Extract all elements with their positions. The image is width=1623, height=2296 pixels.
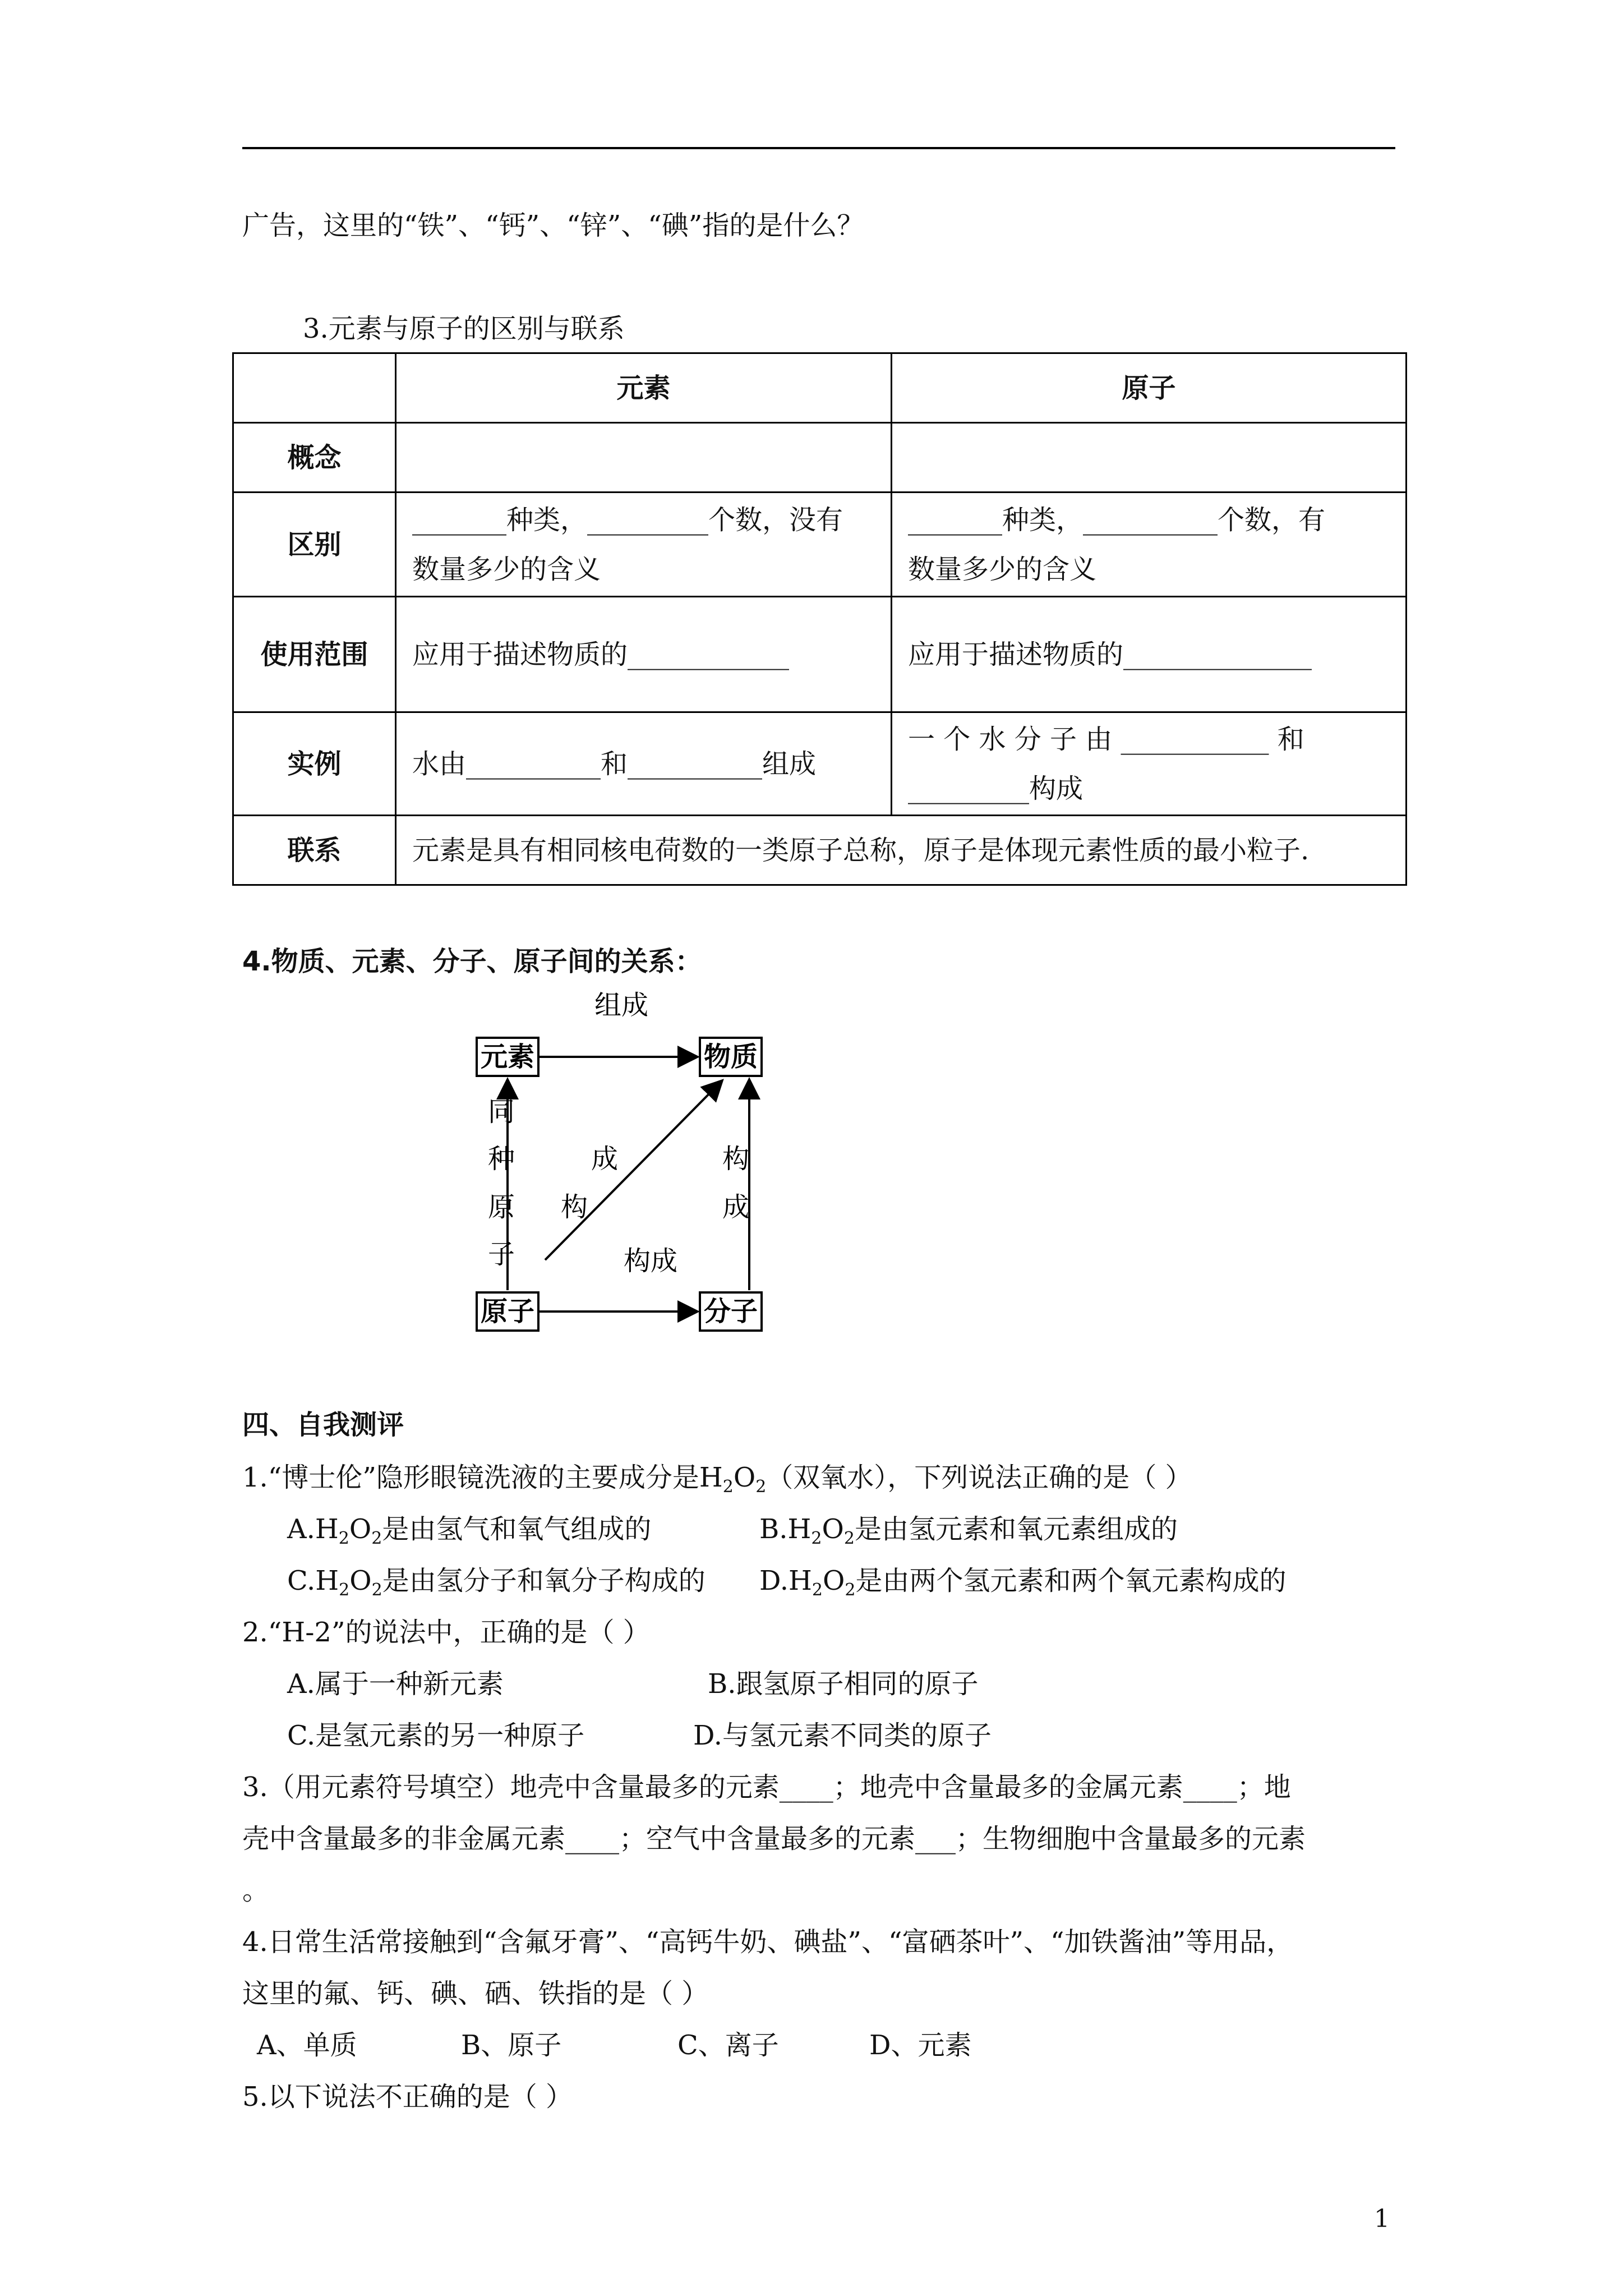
- box-element-label: 元素: [480, 1041, 535, 1073]
- box-element: [477, 1038, 538, 1076]
- box-atom: [477, 1292, 538, 1331]
- question-4-line-2: 这里的氟、钙、碘、硒、铁指的是（ ）: [242, 1978, 709, 2009]
- question-1: 1.“博士伦”隐形眼镜洗液的主要成分是$H_2O_2$（双氧水），下列说法正确的是（ ）: [242, 1462, 1192, 1497]
- question-3-line-3: 。: [242, 1875, 270, 1906]
- box-atom-label: 原子: [480, 1296, 535, 1327]
- label-same-kind-3: 原: [488, 1191, 515, 1223]
- table-row: [233, 493, 1407, 597]
- cell-atom: [892, 423, 1407, 493]
- row-label: 使用范围: [233, 597, 396, 712]
- cell-line: 数量多少的含义: [412, 553, 601, 585]
- header-empty: [233, 353, 396, 423]
- cell-line: _________构成: [908, 772, 1083, 804]
- box-molecule: [700, 1292, 762, 1331]
- cell-element: 应用于描述物质的____________: [396, 597, 892, 712]
- self-test-title: 四、自我测评: [242, 1409, 404, 1441]
- label-diagonal-b: 构: [561, 1191, 588, 1223]
- label-compose: 组成: [594, 990, 649, 1021]
- intro-line: 广告，这里的“铁”、“钙”、“锌”、“碘”指的是什么？: [242, 210, 864, 241]
- q2-option-c: C.是氢元素的另一种原子: [287, 1720, 585, 1751]
- comparison-table: [232, 352, 1407, 886]
- relationship-diagram: [471, 981, 785, 1351]
- header-element: 元素: [396, 353, 892, 423]
- question-3-line-1: 3.（用元素符号填空）地壳中含量最多的元素____；地壳中含量最多的金属元素____；地: [242, 1772, 1291, 1803]
- label-same-kind-2: 种: [488, 1143, 515, 1175]
- table-header-row: [233, 353, 1407, 423]
- table-row: [233, 423, 1407, 493]
- page-number: 1: [1374, 2205, 1390, 2233]
- row-label: 实例: [233, 712, 396, 816]
- cell-line: 一 个 水 分 子 由 ___________ 和: [908, 723, 1304, 755]
- question-3-line-2: 壳中含量最多的非金属元素____；空气中含量最多的元素___；生物细胞中含量最多的元素: [242, 1823, 1306, 1855]
- cell-atom: [892, 712, 1407, 816]
- box-molecule-label: 分子: [703, 1296, 758, 1327]
- box-matter: [700, 1038, 762, 1076]
- row-label: 概念: [233, 423, 396, 493]
- cell-merged: 元素是具有相同核电荷数的一类原子总称，原子是体现元素性质的最小粒子.: [396, 816, 1407, 885]
- arrow-atom-to-matter: [545, 1080, 722, 1260]
- section3-title: 3.元素与原子的区别与联系: [303, 313, 625, 344]
- cell-line: _______种类，_________个数，没有: [412, 504, 843, 536]
- header-rule: [242, 147, 1395, 149]
- q4-option-b: B、原子: [461, 2030, 562, 2061]
- q2-option-a: A.属于一种新元素: [287, 1668, 504, 1700]
- section4-title: 4.物质、元素、分子、原子间的关系：: [242, 946, 702, 977]
- box-matter-label: 物质: [703, 1041, 758, 1073]
- q1-option-d: $D.H_2O_2$是由两个氢元素和两个氧元素构成的: [759, 1565, 1287, 1600]
- question-4-line-1: 4.日常生活常接触到“含氟牙膏”、“高钙牛奶、碘盐”、“富硒茶叶”、“加铁酱油”等用品，: [242, 1926, 1294, 1958]
- cell-atom: 应用于描述物质的______________: [892, 597, 1407, 712]
- question-2: 2.“H-2”的说法中，正确的是（ ）: [242, 1617, 650, 1648]
- q2-option-d: D.与氢元素不同类的原子: [693, 1720, 992, 1751]
- table-row: [233, 712, 1407, 816]
- q4-option-c: C、离子: [677, 2030, 779, 2061]
- header-atom: 原子: [892, 353, 1407, 423]
- q4-option-a: A、单质: [257, 2030, 357, 2061]
- row-label: 区别: [233, 493, 396, 597]
- cell-element: [396, 493, 892, 597]
- label-right-1: 构: [722, 1143, 750, 1175]
- q4-option-d: D、元素: [869, 2030, 972, 2061]
- cell-element: 水由__________和__________组成: [396, 712, 892, 816]
- question-5: 5.以下说法不正确的是（ ）: [242, 2081, 573, 2113]
- label-bottom: 构成: [623, 1245, 678, 1277]
- label-same-kind-1: 同: [488, 1096, 515, 1128]
- q2-option-b: B.跟氢原子相同的原子: [708, 1668, 979, 1700]
- cell-element: [396, 423, 892, 493]
- cell-line: 数量多少的含义: [908, 553, 1097, 585]
- q1-option-c: $C.H_2O_2$是由氢分子和氧分子构成的: [287, 1565, 706, 1600]
- cell-line: _______种类，__________个数，有: [908, 504, 1326, 536]
- label-right-2: 成: [722, 1191, 750, 1223]
- table-row: [233, 816, 1407, 885]
- cell-atom: [892, 493, 1407, 597]
- label-diagonal-a: 成: [591, 1143, 619, 1175]
- q1-option-a: $A.H_2O_2$是由氢气和氧气组成的: [287, 1513, 652, 1548]
- table-row: [233, 597, 1407, 712]
- q1-option-b: $B.H_2O_2$是由氢元素和氧元素组成的: [759, 1513, 1178, 1548]
- row-label: 联系: [233, 816, 396, 885]
- label-same-kind-4: 子: [488, 1239, 515, 1270]
